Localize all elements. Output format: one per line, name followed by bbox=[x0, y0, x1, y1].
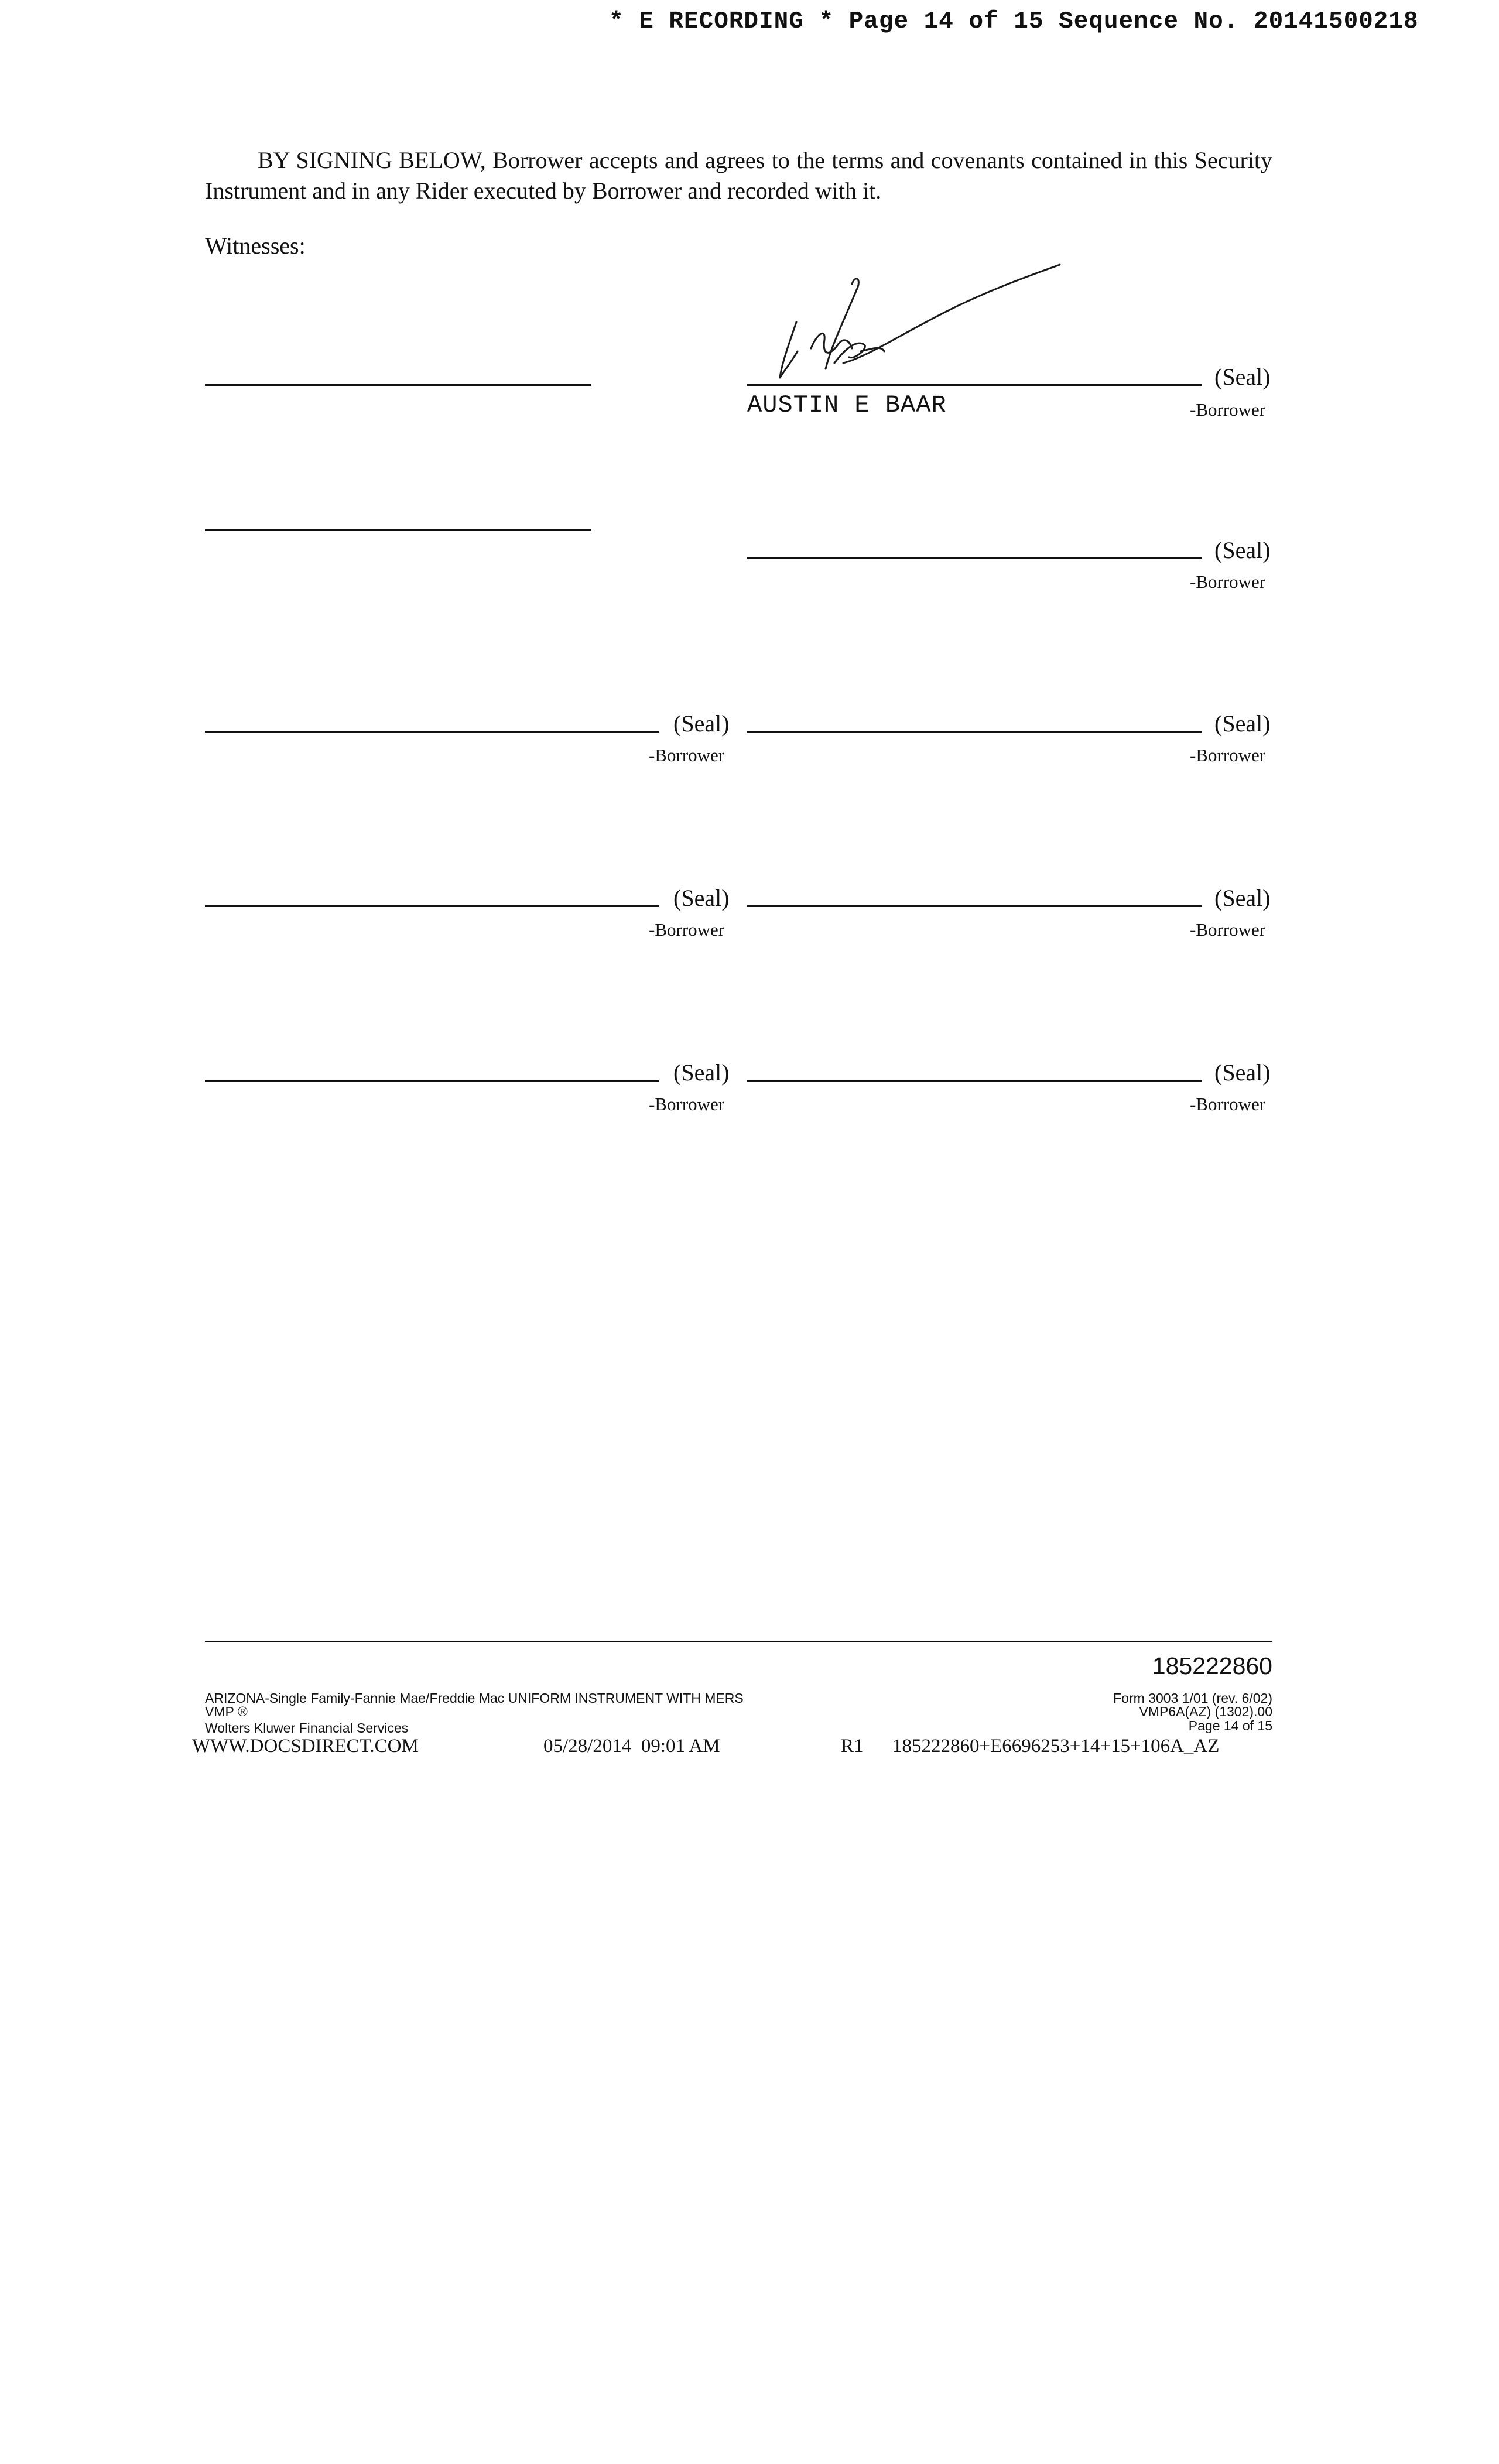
borrower-signature-line-3 bbox=[205, 731, 659, 733]
page-of: Page 14 of 15 bbox=[1188, 1718, 1272, 1733]
borrower-role-label: -Borrower bbox=[1190, 919, 1266, 940]
recording-header: * E RECORDING * Page 14 of 15 Sequence No. 20141500218 bbox=[609, 8, 1419, 35]
witnesses-label: Witnesses: bbox=[205, 232, 306, 259]
seal-label: (Seal) bbox=[1214, 1059, 1271, 1086]
seal-label: (Seal) bbox=[673, 710, 730, 737]
seal-label: (Seal) bbox=[1214, 364, 1271, 390]
form-number: Form 3003 1/01 (rev. 6/02) bbox=[1113, 1690, 1272, 1706]
borrower-role-label: -Borrower bbox=[649, 1094, 725, 1114]
document-code: 185222860+E6696253+14+15+106A_AZ bbox=[892, 1736, 1220, 1757]
borrower-signature-line-7 bbox=[205, 1080, 659, 1082]
borrower-role-label: -Borrower bbox=[1190, 399, 1266, 420]
borrower-signature-line-8 bbox=[747, 1080, 1202, 1082]
website: WWW.DOCSDIRECT.COM bbox=[192, 1736, 419, 1757]
publisher: Wolters Kluwer Financial Services bbox=[205, 1720, 409, 1736]
form-code: VMP6A(AZ) (1302).00 bbox=[1139, 1704, 1272, 1719]
seal-label: (Seal) bbox=[673, 885, 730, 911]
form-title: ARIZONA-Single Family-Fannie Mae/Freddie Mac UNIFORM INSTRUMENT WITH MERS bbox=[205, 1690, 744, 1706]
witness-signature-line-1 bbox=[205, 384, 591, 386]
seal-label: (Seal) bbox=[1214, 710, 1271, 737]
borrower-signature-line-6 bbox=[747, 905, 1202, 907]
loan-number: 185222860 bbox=[1152, 1652, 1272, 1679]
signer-name: AUSTIN E BAAR bbox=[747, 391, 947, 419]
borrower-role-label: -Borrower bbox=[649, 745, 725, 765]
borrower-role-label: -Borrower bbox=[1190, 745, 1266, 765]
borrower-signature-line-1 bbox=[747, 384, 1202, 386]
borrower-role-label: -Borrower bbox=[1190, 1094, 1266, 1114]
borrower-signature-line-4 bbox=[747, 731, 1202, 733]
borrower-signature-line-2 bbox=[747, 557, 1202, 559]
seal-label: (Seal) bbox=[1214, 885, 1271, 911]
vmp-label: VMP ® bbox=[205, 1704, 248, 1719]
footer-rule bbox=[205, 1641, 1272, 1642]
print-datetime: 05/28/2014 09:01 AM bbox=[543, 1736, 720, 1757]
borrower-role-label: -Borrower bbox=[1190, 571, 1266, 592]
seal-label: (Seal) bbox=[1214, 537, 1271, 563]
signing-statement: BY SIGNING BELOW, Borrower accepts and agrees to the terms and covenants contained in this Security Instrument and in any Rider executed by Borrower and recorded with it. bbox=[205, 147, 1272, 204]
borrower-role-label: -Borrower bbox=[649, 919, 725, 940]
borrower-signature-image bbox=[755, 252, 1083, 386]
revision-code: R1 bbox=[841, 1736, 864, 1757]
witness-signature-line-2 bbox=[205, 529, 591, 531]
borrower-signature-line-5 bbox=[205, 905, 659, 907]
seal-label: (Seal) bbox=[673, 1059, 730, 1086]
